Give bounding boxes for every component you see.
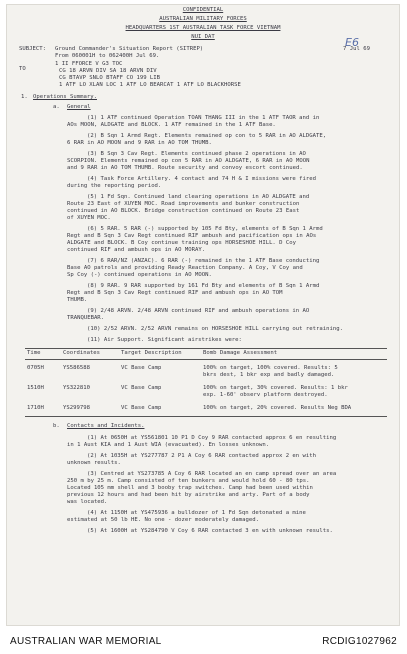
para-line: during the reporting period. [67, 183, 162, 189]
para-line: (9) 2/48 ARVN. 2/48 ARVN continued RIF and ambush operations in AO [87, 308, 310, 314]
para-line: (1) At 0650H at YS561801 10 P1 D Coy 9 RAR contacted approx 6 en resulting [87, 435, 337, 441]
para-line: 250 m by 25 m. Camp consisted of ten bunkers and would hold 60 - 80 tps. [67, 478, 310, 484]
table-cell-coordinates: YS299798 [63, 405, 90, 411]
para-line: (6) 5 RAR. 5 RAR (-) supported by 105 Fd Bty, elements of B Sqn 1 Armd [87, 226, 323, 232]
para-line: continued in AO BLOCK. Bridge construction continued on Route 23 East [67, 208, 300, 214]
archive-name: AUSTRALIAN WAR MEMORIAL [10, 636, 162, 647]
para-line: (10) 2/52 ARVN. 2/52 ARVN remains on HORSESHOE HILL carrying out retraining. [87, 326, 343, 332]
para-line: (1) 1 ATF continued Operation TOAN THANG III in the 1 ATF TAOR and in [87, 115, 320, 121]
table-cell-bda: bkrs dest, 1 bkr exp and badly damaged. [203, 372, 335, 378]
table-header-target: Target Description [121, 350, 182, 356]
archive-footer [0, 630, 407, 654]
contacts-heading: Contacts and Incidents. [67, 423, 145, 429]
table-cell-target: VC Base Camp [121, 365, 162, 371]
table-header-rule [25, 359, 387, 360]
table-cell-bda: 100% on target, 100% covered. Results: 5 [203, 365, 338, 371]
to-line: CG BTAVP SNLO BTAFF CO 199 LIB [59, 75, 161, 81]
table-cell-target: VC Base Camp [121, 385, 162, 391]
para-line: in 1 Aust KIA and 1 Aust WIA (evacuated). En losses unknown. [67, 442, 270, 448]
to-line: 1 ATF LO XLAN LOC 1 ATF LO BEARCAT 1 ATF LO BLACKHORSE [59, 82, 241, 88]
para-line: was located. [67, 499, 108, 505]
subject-line-1: Ground Commander's Situation Report (SITREP) [55, 46, 204, 52]
para-line: estimated at 50 lb HE. No one - dozer moderately damaged. [67, 517, 259, 523]
para-line: (4) At 1150H at YS475936 a bulldozer of 1 Fd Sqn detonated a mine [87, 510, 306, 516]
para-line: (8) 9 RAR. 9 RAR supported by 161 Fd Bty and elements of B Sqn 1 Armd [87, 283, 320, 289]
table-header-time: Time [27, 350, 41, 356]
para-line: continued RIF and ambush ops in AO MORAY. [67, 247, 206, 253]
location-heading: NUI DAT [191, 34, 215, 40]
document-page [6, 4, 400, 626]
table-cell-time: 1710H [27, 405, 44, 411]
force-heading: AUSTRALIAN MILITARY FORCES [159, 16, 247, 22]
para-line: (3) B Sqn 3 Cav Regt. Elements continued phase 2 operations in AO [87, 151, 306, 157]
para-line: Regt and B Sqn 3 Cav Regt continued RIF and ambush ops in AO TOM [67, 290, 283, 296]
para-line: Located 105 mm shell and 3 booby trap switches. Camp had been used within [67, 485, 313, 491]
para-line: (11) Air Support. Significant airstrikes were: [87, 337, 242, 343]
table-header-bda: Bomb Damage Assessment [203, 350, 278, 356]
para-line: (7) 6 RAR/NZ (ANZAC). 6 RAR (-) remained in the 1 ATF Base conducting [87, 258, 320, 264]
para-line: Route 23 East of XUYEN MOC. Road improvements and bunker construction [67, 201, 300, 207]
subsection-label: b. [53, 423, 60, 429]
para-line: TRANQUEBAR. [67, 315, 105, 321]
table-cell-bda: 100% on target, 20% covered. Results Neg BDA [203, 405, 352, 411]
para-line: previous 12 hours and had been hit by airstrike and arty. Part of a body [67, 492, 310, 498]
table-cell-bda: 100% on target, 30% covered. Results: 1 bkr [203, 385, 348, 391]
classification-marking: CONFIDENTIAL [182, 7, 224, 13]
table-cell-time: 1510H [27, 385, 44, 391]
para-line: unknown results. [67, 460, 121, 466]
subject-line-2: From 060001H to 062400H Jul 69. [55, 53, 160, 59]
table-cell-coordinates: YS586588 [63, 365, 90, 371]
section-number: 1. [21, 94, 28, 100]
para-line: Sp Coy (-) continued operations in AO MOON. [67, 272, 212, 278]
report-date: 7 Jul 69 [343, 46, 370, 52]
to-line: CG 18 ARVN DIV SA 18 ARVN DIV [59, 68, 157, 74]
handwritten-reference: E6 [345, 36, 359, 49]
para-line: (3) Centred at YS273785 A Coy 6 RAR located an en camp spread over an area [87, 471, 337, 477]
table-cell-time: 0705H [27, 365, 44, 371]
table-top-rule [25, 348, 387, 349]
table-cell-bda: exp. 1-60' observ platform destroyed. [203, 392, 328, 398]
para-line: (5) 1 Fd Sqn. Continued land clearing operations in AO ALDGATE and [87, 194, 310, 200]
para-line: 6 RAR in AO MOON and 9 RAR in AO TOM THUMB. [67, 140, 212, 146]
para-line: and 9 RAR in AO TOM THUMB. Route security and convoy escort continued. [67, 165, 303, 171]
to-line: 1 II FFORCE V G3 TOC [55, 61, 123, 67]
operations-summary-heading: Operations Summary. [33, 94, 97, 100]
para-line: of XUYEN MOC. [67, 215, 111, 221]
subsection-label: a. [53, 104, 60, 110]
para-line: Base AO patrols and providing Ready Reaction Company. A Coy, V Coy and [67, 265, 303, 271]
table-cell-target: VC Base Camp [121, 405, 162, 411]
hq-heading: HEADQUARTERS 1ST AUSTRALIAN TASK FORCE VIETNAM [125, 25, 281, 31]
table-bottom-rule [25, 416, 387, 417]
general-heading: General [67, 104, 91, 110]
para-line: ALDGATE and BLOCK. B Coy continue training ops HORSESHOE HILL. D Coy [67, 240, 297, 246]
para-line: AOs MOON, ALDGATE and BLOCK. 1 ATF remained in the 1 ATF Base. [67, 122, 276, 128]
para-line: (4) Task Force Artillery. 4 contact and 74 H & I missions were fired [87, 176, 317, 182]
to-label: TO [19, 66, 26, 72]
para-line: (5) At 1600H at YS284790 V Coy 6 RAR contacted 3 en with unknown results. [87, 528, 333, 534]
para-line: (2) B Sqn 1 Armd Regt. Elements remained op con to 5 RAR in AO ALDGATE, [87, 133, 327, 139]
table-header-coordinates: Coordinates [63, 350, 101, 356]
para-line: Regt and B Sqn 3 Cav Regt continued RIF ambush and pacification ops in AOs [67, 233, 317, 239]
para-line: (2) At 1035H at YS277787 2 P1 A Coy 6 RAR contacted approx 2 en with [87, 453, 317, 459]
para-line: THUMB. [67, 297, 88, 303]
archive-record-id: RCDIG1027962 [322, 636, 397, 647]
table-cell-coordinates: YS322810 [63, 385, 90, 391]
para-line: SCORPION. Elements remained op con 5 RAR in AO ALDGATE, 6 RAR in AO MOON [67, 158, 310, 164]
subject-label: SUBJECT: [19, 46, 46, 52]
